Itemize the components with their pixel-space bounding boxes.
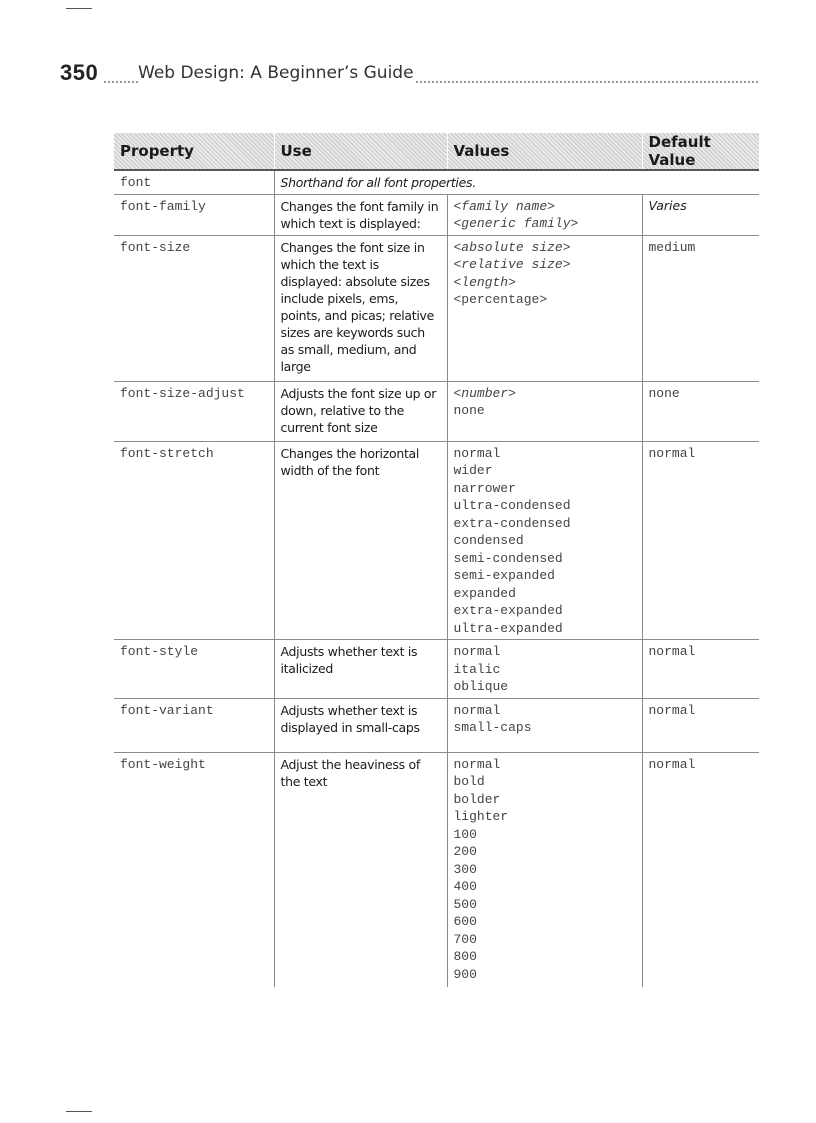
value-item: normal bbox=[453, 644, 501, 659]
value-item: extra-condensed bbox=[453, 515, 571, 531]
use-cell: Adjusts whether text is italicized bbox=[274, 640, 447, 699]
use-cell: Changes the font size in which the text is displayed: absolute sizes include pixels, ems, points, and picas; relative sizes are keywords such as small, medium, and large bbox=[274, 235, 447, 381]
default-cell: normal bbox=[642, 698, 759, 752]
property-cell: font-size bbox=[114, 235, 274, 381]
value-item: italic bbox=[453, 661, 501, 677]
property-cell: font-style bbox=[114, 640, 274, 699]
value-item: none bbox=[453, 403, 485, 418]
value-item: extra-expanded bbox=[453, 603, 563, 618]
value-item: expanded bbox=[453, 585, 516, 601]
values-cell bbox=[447, 752, 642, 987]
value-item: 100 bbox=[453, 826, 477, 842]
book-title: Web Design: A Beginner’s Guide bbox=[138, 63, 414, 83]
value-item: narrower bbox=[453, 480, 516, 496]
use-cell: Changes the font family in which text is displayed: bbox=[274, 194, 447, 235]
value-item: <absolute size> bbox=[453, 239, 571, 255]
property-cell: font-family bbox=[114, 194, 274, 235]
value-item: normal bbox=[453, 756, 501, 772]
value-item: 700 bbox=[453, 931, 477, 947]
table-row bbox=[114, 235, 759, 381]
crop-mark-bottom bbox=[66, 1111, 92, 1112]
column-header-default: Default Value bbox=[642, 133, 759, 170]
value-item: oblique bbox=[453, 679, 509, 694]
value-item: semi-condensed bbox=[453, 550, 563, 566]
value-item: wider bbox=[453, 463, 493, 478]
running-head bbox=[60, 60, 758, 90]
value-item: <family name> bbox=[453, 198, 555, 214]
table-header-row bbox=[114, 133, 759, 170]
use-cell: Adjusts the font size up or down, relative to the current font size bbox=[274, 381, 447, 441]
value-item: 500 bbox=[453, 896, 477, 912]
default-cell: normal bbox=[642, 752, 759, 987]
value-item: ultra-condensed bbox=[453, 498, 571, 513]
property-cell: font-weight bbox=[120, 756, 206, 772]
value-item: normal bbox=[453, 702, 501, 718]
table-row bbox=[114, 194, 759, 235]
value-item: 600 bbox=[453, 914, 477, 929]
property-cell: font-size-adjust bbox=[114, 381, 274, 441]
value-item: bolder bbox=[453, 791, 501, 807]
default-cell: none bbox=[642, 381, 759, 441]
value-item: 200 bbox=[453, 844, 477, 859]
value-item: <number> bbox=[453, 385, 516, 401]
values-cell bbox=[447, 640, 642, 699]
default-cell: Varies bbox=[642, 194, 759, 235]
property-cell: font bbox=[114, 170, 274, 194]
values-cell bbox=[447, 381, 642, 441]
crop-mark-top bbox=[66, 8, 92, 9]
value-item: bold bbox=[453, 774, 485, 789]
page-number: 350 bbox=[60, 60, 99, 85]
value-item: small-caps bbox=[453, 720, 532, 735]
table-row bbox=[114, 752, 759, 987]
property-cell: font-variant bbox=[114, 698, 274, 752]
value-item: 800 bbox=[453, 949, 477, 964]
use-cell: Shorthand for all font properties. bbox=[274, 170, 759, 194]
value-item: lighter bbox=[453, 809, 509, 824]
table-row bbox=[114, 170, 759, 194]
value-item: 900 bbox=[453, 966, 477, 982]
default-cell: normal bbox=[642, 640, 759, 699]
table-row bbox=[114, 640, 759, 699]
property-cell: font-stretch bbox=[114, 441, 274, 640]
values-cell bbox=[447, 235, 642, 381]
default-cell: normal bbox=[642, 441, 759, 640]
table-row bbox=[114, 381, 759, 441]
values-cell bbox=[447, 194, 642, 235]
use-cell: Changes the horizontal width of the font bbox=[274, 441, 447, 640]
column-header-property: Property bbox=[114, 133, 274, 170]
value-item: 400 bbox=[453, 879, 477, 894]
table-row bbox=[114, 441, 759, 640]
use-cell: Adjusts whether text is displayed in small-caps bbox=[274, 698, 447, 752]
value-item: condensed bbox=[453, 533, 524, 548]
use-cell: Adjust the heaviness of the text bbox=[274, 752, 447, 987]
font-properties-table bbox=[114, 133, 759, 987]
value-item: ultra-expanded bbox=[453, 620, 563, 636]
value-item: <percentage> bbox=[453, 292, 548, 307]
value-item: <relative size> bbox=[453, 257, 571, 272]
value-item: <generic family> bbox=[453, 216, 579, 231]
table-row bbox=[114, 698, 759, 752]
values-cell bbox=[447, 698, 642, 752]
default-cell: medium bbox=[642, 235, 759, 381]
column-header-use: Use bbox=[274, 133, 447, 170]
value-item: normal bbox=[453, 445, 501, 461]
value-item: semi-expanded bbox=[453, 568, 555, 583]
value-item: <length> bbox=[453, 274, 516, 290]
value-item: 300 bbox=[453, 861, 477, 877]
column-header-values: Values bbox=[447, 133, 642, 170]
values-cell bbox=[447, 441, 642, 640]
